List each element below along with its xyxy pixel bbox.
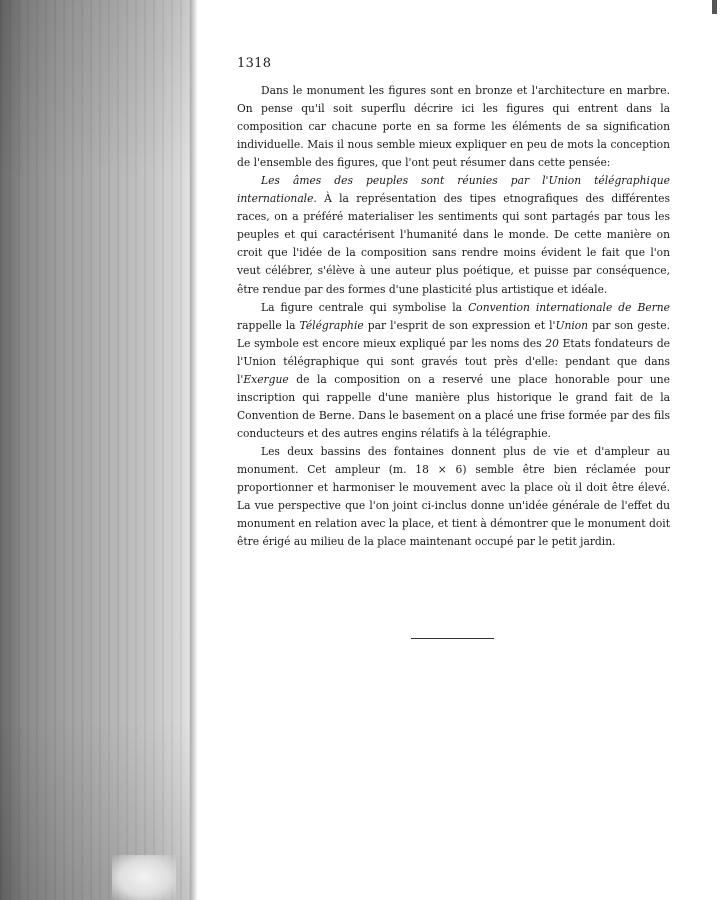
text-run: La figure centrale qui symbolise la [261,300,469,314]
italic-run: Exergue [243,372,289,386]
text-run: Etats fondateurs de l'Union télégraphique qui sont gravés tout près d'elle: pendant que dans l' [237,336,670,386]
text-run: À la représentation des tipes etnografiques des différentes races, on a préféré materialiser les sentiments qui sont partagés par tous les peuples et qui caractérisent l'humanité dans le monde. De cette manière on croit que l'idée de la composition sans rendre moins évident le fait que l'on veut célébrer, s'élève à une auteur plus poétique, et puisse par conséquence, être rendue par des formes d'une plasticité plus artistique et idéale. [237,192,670,296]
italic-run: 20 [545,336,559,350]
italic-run: Les âmes des peuples sont réunies par l'Union télégraphique internationale. [237,174,670,206]
text-run: rappelle la [237,318,300,332]
end-rule [411,638,494,639]
paragraph [237,82,670,172]
text-run: par l'esprit de son expression et l' [363,318,556,332]
paragraph [237,443,670,551]
book-spine-binding [0,0,196,900]
text-run: par son geste. Le symbole est encore mieux expliqué par les noms des [237,318,671,350]
paper-blemish [112,855,176,900]
italic-run: Union [555,318,589,332]
corner-mark [712,0,717,14]
italic-run: Convention internationale de Berne [468,300,670,314]
text-run: de la composition on a reservé une place honorable pour une inscription qui rappelle d'une manière plus historique le grand fait de la Convention de Berne. Dans le basement on a placé une frise formée par des fils conducteurs et des autres engins rélatifs à la télégraphie. [237,372,670,440]
page-number: 1318 [237,56,272,71]
paragraph [237,299,670,443]
body-text [237,82,670,551]
page-gutter-edge [190,0,197,900]
italic-run: Télégraphie [299,318,364,332]
paragraph [237,172,670,298]
text-run: Dans le monument les figures sont en bronze et l'architecture en marbre. On pense qu'il soit superflu décrire ici les figures qui entrent dans la composition car chacune porte en sa forme les éléments de sa signification individuelle. Mais il nous semble mieux expliquer en peu de mots la conception de l'ensemble des figures, que l'ont peut résumer dans cette pensée: [237,84,670,170]
text-run: Les deux bassins des fontaines donnent plus de vie et d'ampleur au monument. Cet ampleur (m. 18 × 6) semble être bien réclamée pour proportionner et harmoniser le mouvement avec la place où il doit être élevé. La vue perspective que l'on joint ci-inclus donne un'idée générale de l'effet du monument en relation avec la place, et tient à démontrer que le monument doit être érigé au milieu de la place maintenant occupé par le petit jardin. [237,444,670,549]
